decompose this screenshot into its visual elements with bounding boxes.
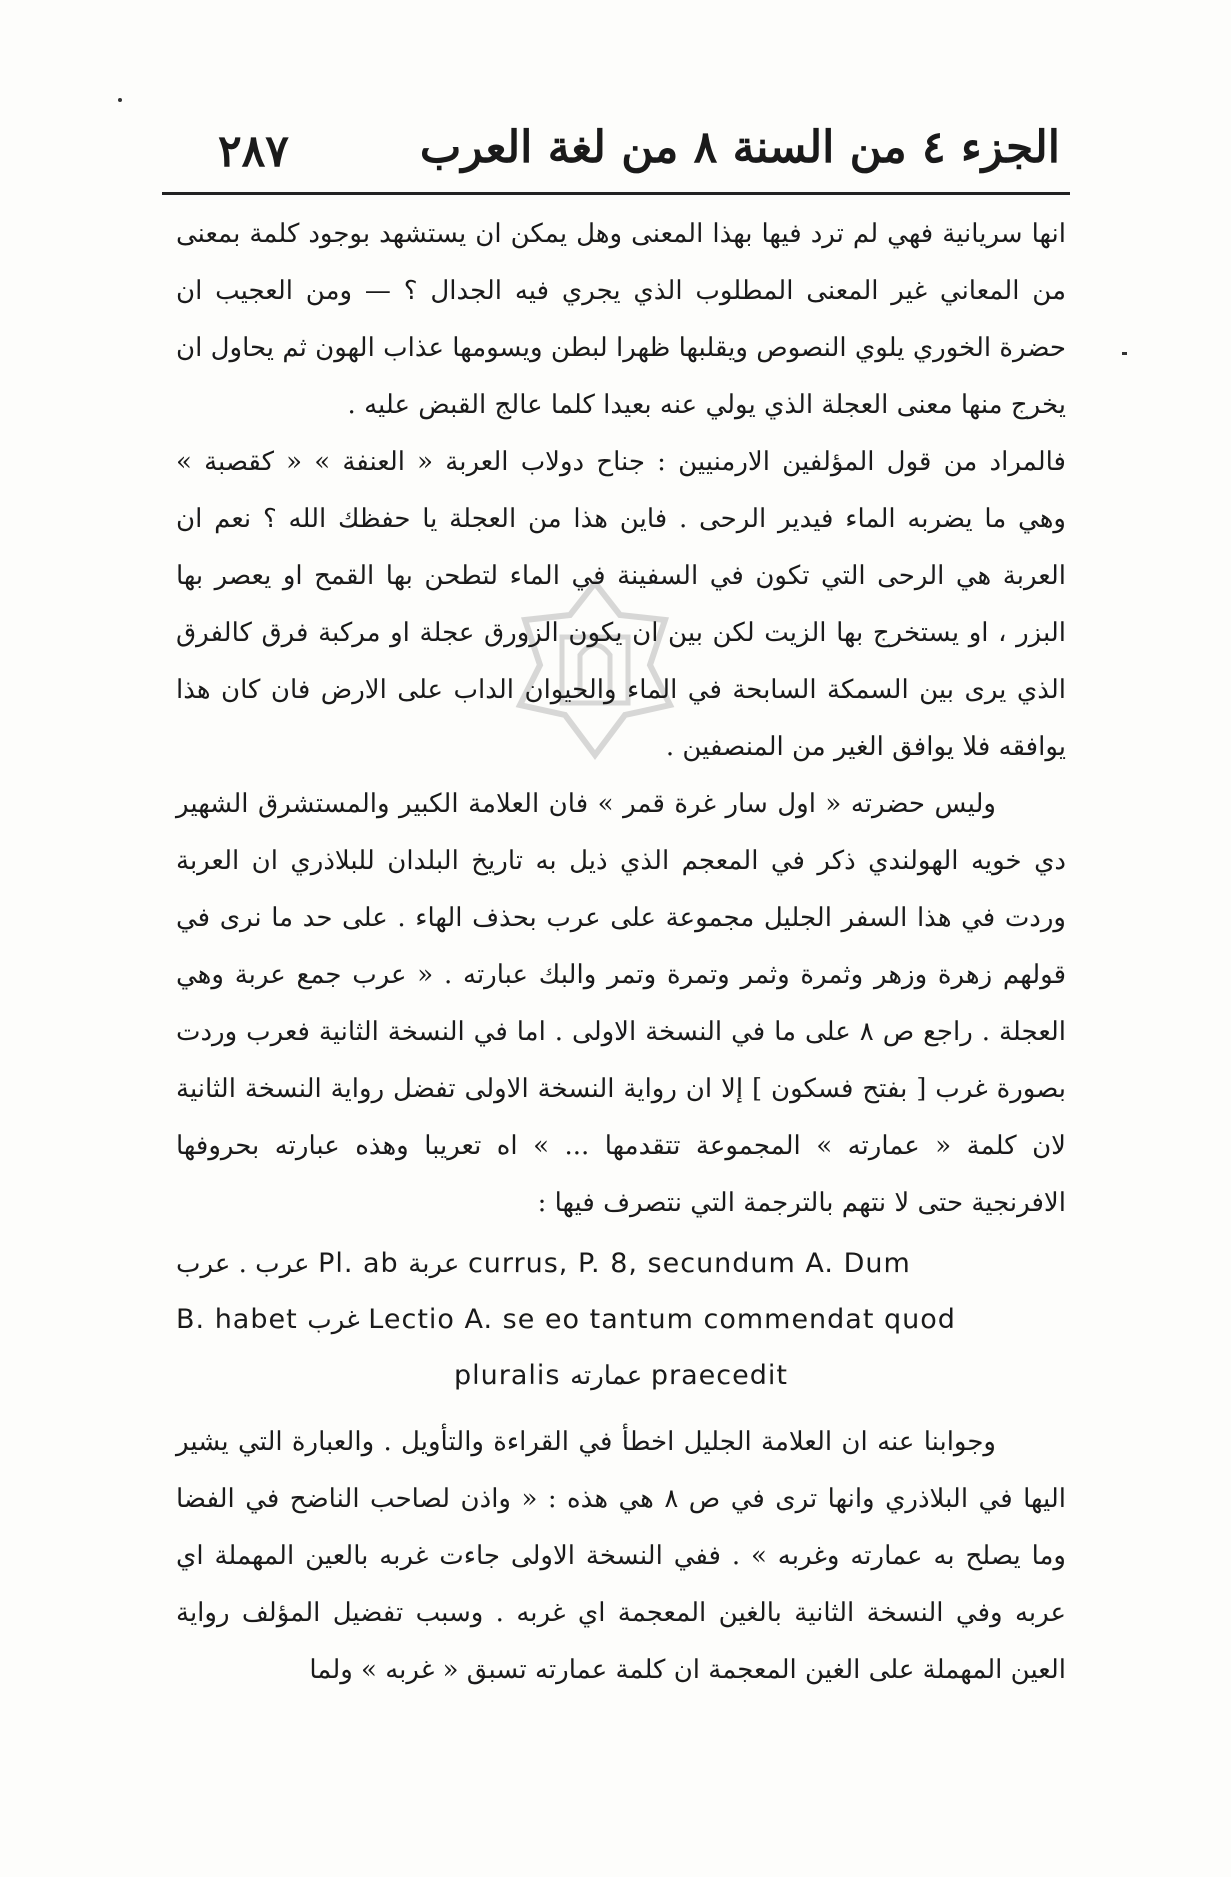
paragraph: وليس حضرته « اول سار غرة قمر » فان العلامة الكبير والمستشرق الشهير دي خويه الهولندي ذكر في المعجم الذي ذيل به تاريخ البلدان للبلاذري ان العربة وردت في هذا السفر الجليل مجموعة على عرب بحذف الهاء . على حد ما نرى في قولهم زهرة وزهر وثمرة وثمر وتمرة وتمر والبك عبارته . « عرب جمع عربة وهي العجلة . راجع ص ٨ على ما في النسخة الاولى . اما في النسخة الثانية فعرب وردت بصورة غرب [ بفتح فسكون ] إلا ان رواية النسخة الاولى تفضل رواية النسخة الثانية لان كلمة « عمارته » المجموعة تتقدمها ... » اه تعريبا وهذه عبارته بحروفها الافرنجية حتى لا نتهم بالترجمة التي نتصرف فيها :: [176, 789, 1067, 1218]
latin-text: Lectio A. se eo tantum commendat quod: [368, 1304, 956, 1335]
page-body: [176, 206, 1066, 1699]
latin-text: praecedit: [650, 1360, 788, 1391]
latin-text: Pl. ab: [318, 1248, 399, 1279]
running-title: الجزء ٤ من السنة ٨ من لغة العرب: [419, 122, 1060, 173]
margin-speck: [1122, 352, 1127, 355]
paragraph: فالمراد من قول المؤلفين الارمنيين : جناح دولاب العربة « العنفة » « كقصبة » وهي ما يضربه الماء فيدير الرحى . فاين هذا من العجلة يا حفظك الله ؟ نعم ان العربة هي الرحى التي تكون في السفينة في الماء لتطحن بها القمح او يعصر بها البزر ، او يستخرج بها الزيت لكن بين ان يكون الزورق عجلة او مركبة فرق كالفرق الذي يرى بين السمكة السابحة في الماء والحيوان الداب على الارض فان كان هذا يوافقه فلا يوافق الغير من المنصفين .: [176, 447, 1066, 762]
paragraph: انها سريانية فهي لم ترد فيها بهذا المعنى وهل يمكن ان يستشهد بوجود كلمة بمعنى من المعاني غير المعنى المطلوب الذي يجري فيه الجدال ؟ — ومن العجيب ان حضرة الخوري يلوي النصوص ويقلبها ظهرا لبطن ويسومها عذاب الهون ثم يحاول ان يخرج منها معنى العجلة الذي يولي عنه بعيدا كلما عالج القبض عليه .: [176, 219, 1066, 420]
latin-quote: [176, 1236, 1066, 1404]
latin-line: [176, 1348, 1066, 1404]
arabic-term: غرب: [307, 1305, 360, 1335]
latin-line: [176, 1292, 1066, 1348]
page-number: ٢٨٧: [218, 126, 289, 177]
arabic-term: عرب . عرب: [176, 1249, 310, 1279]
latin-text: B. habet: [176, 1304, 298, 1335]
arabic-term: عمارته: [570, 1361, 643, 1391]
page-header: [170, 122, 1060, 182]
latin-text: pluralis: [454, 1360, 561, 1391]
latin-text: currus, P. 8, secundum A. Dum: [467, 1248, 911, 1279]
latin-line: [176, 1236, 1066, 1292]
arabic-term: عربة: [408, 1249, 460, 1279]
closing-paragraph: وجوابنا عنه ان العلامة الجليل اخطأ في القراءة والتأويل . والعبارة التي يشير اليها في البلاذري وانها ترى في ص ٨ هي هذه : « واذن لصاحب الناضح في الفضا وما يصلح به عمارته وغربه » . ففي النسخة الاولى جاءت غربه بالعين المهملة اي عربه وفي النسخة الثانية بالغين المعجمة اي غربه . وسبب تفضيل المؤلف رواية العين المهملة على الغين المعجمة ان كلمة عمارته تسبق « غربه » ولما: [176, 1427, 1066, 1685]
header-rule: [162, 192, 1070, 195]
margin-speck: [118, 98, 122, 102]
